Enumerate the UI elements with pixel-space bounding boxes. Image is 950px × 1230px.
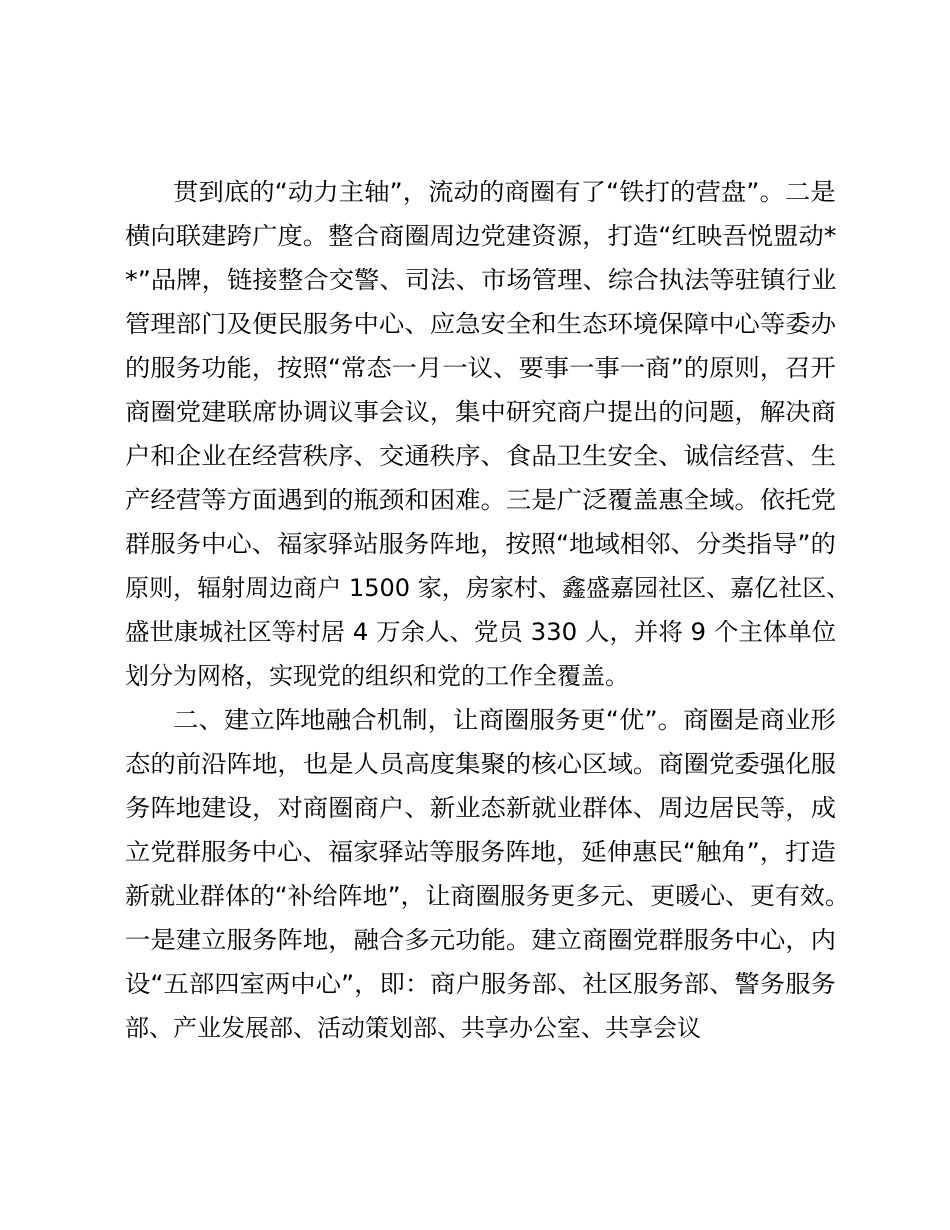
text-line: 务阵地建设，对商圈商户、新业态新就业群体、周边居民等，成 [125, 794, 836, 822]
text-line: 商圈党建联席协调议事会议，集中研究商户提出的问题，解决商 [125, 398, 836, 426]
text-line: 部、产业发展部、活动策划部、共享办公室、共享会议 [125, 1014, 701, 1042]
text-line: 原则，辐射周边商户 1500 家，房家村、鑫盛嘉园社区、嘉亿社区、 [125, 574, 851, 602]
text-line: 盛世康城社区等村居 4 万余人、党员 330 人，并将 9 个主体单位 [125, 618, 837, 646]
text-line: 的服务功能，按照“常态一月一议、要事一事一商”的原则，召开 [125, 354, 836, 382]
text-line: 产经营等方面遇到的瓶颈和困难。三是广泛覆盖惠全域。依托党 [125, 486, 836, 514]
text-line: 群服务中心、福家驿站服务阵地，按照“地域相邻、分类指导”的 [125, 530, 836, 558]
text-line: 新就业群体的“补给阵地”，让商圈服务更多元、更暖心、更有效。 [125, 882, 850, 910]
text-line: 设“五部四室两中心”，即：商户服务部、社区服务部、警务服务 [125, 970, 836, 998]
text-line: 二、建立阵地融合机制，让商圈服务更“优”。商圈是商业形 [173, 706, 836, 734]
text-line: 态的前沿阵地，也是人员高度集聚的核心区域。商圈党委强化服 [125, 750, 836, 778]
text-line: 划分为网格，实现党的组织和党的工作全覆盖。 [125, 662, 629, 690]
text-line: 一是建立服务阵地，融合多元功能。建立商圈党群服务中心，内 [125, 926, 836, 954]
text-line: 贯到底的“动力主轴”，流动的商圈有了“铁打的营盘”。二是 [173, 178, 836, 206]
text-line: 立党群服务中心、福家驿站等服务阵地，延伸惠民“触角”，打造 [125, 838, 836, 866]
text-line: *”品牌，链接整合交警、司法、市场管理、综合执法等驻镇行业 [125, 266, 837, 294]
text-line: 户和企业在经营秩序、交通秩序、食品卫生安全、诚信经营、生 [125, 442, 836, 470]
text-line: 横向联建跨广度。整合商圈周边党建资源，打造“红映吾悦盟动* [125, 222, 837, 250]
text-line: 管理部门及便民服务中心、应急安全和生态环境保障中心等委办 [125, 310, 836, 338]
